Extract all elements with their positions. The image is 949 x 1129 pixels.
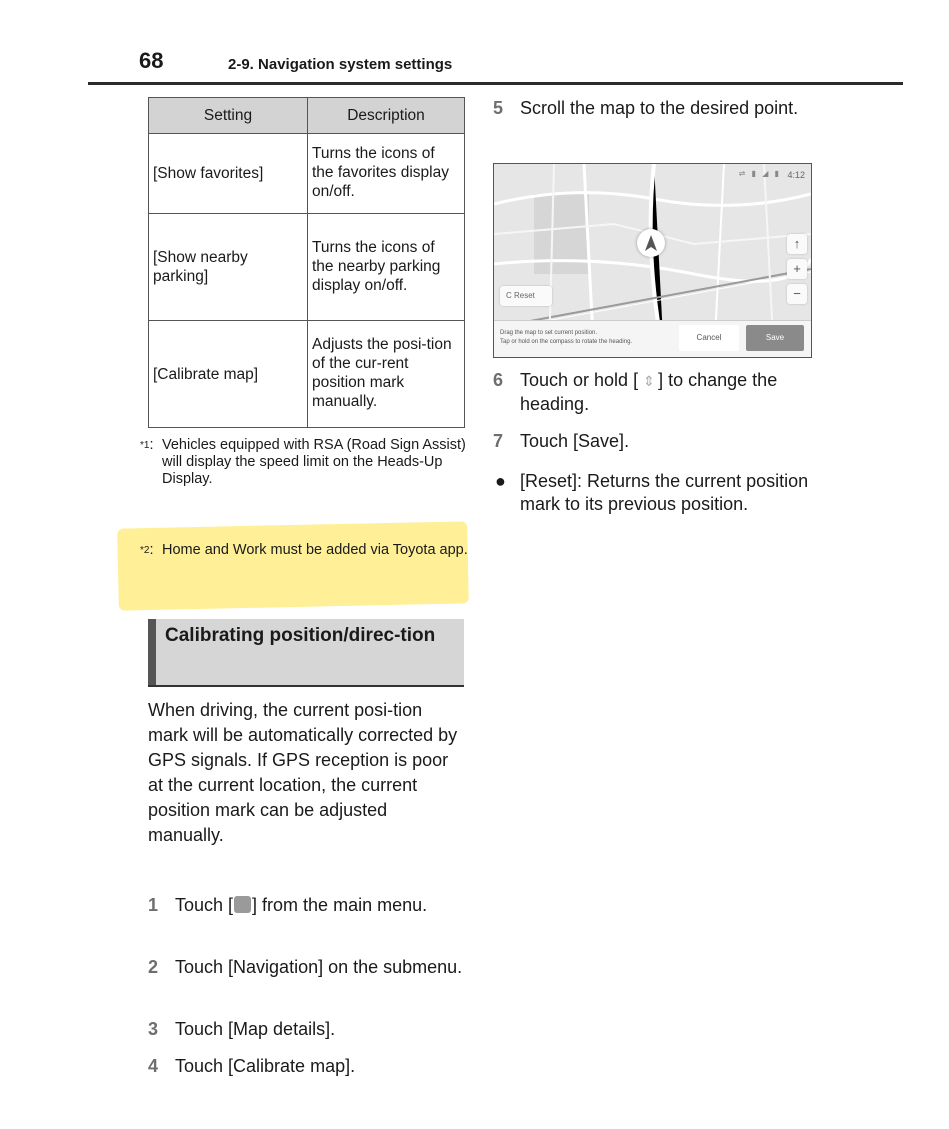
- heading-arrows-icon: ⇕: [643, 373, 655, 389]
- step-text: Touch [Navigation] on the submenu.: [175, 957, 463, 977]
- step-number: 4: [148, 1056, 159, 1076]
- footnote-2: [140, 542, 470, 559]
- step-number: 2: [148, 957, 159, 977]
- column-header-setting: Setting: [149, 98, 308, 134]
- step-text-after: ] from the main menu.: [252, 895, 428, 915]
- step-text: [493, 369, 823, 416]
- step-text: Scroll the map to the desired point.: [520, 98, 799, 118]
- compass-icon[interactable]: ↑: [787, 234, 807, 254]
- cancel-button[interactable]: Cancel: [679, 325, 739, 351]
- description-cell: Turns the icons of the nearby parking display on/off.: [308, 214, 465, 321]
- bullet-text: [Reset]: Returns the current position mark to its previous position.: [520, 471, 809, 514]
- settings-table: [148, 97, 465, 428]
- table-row: [149, 321, 465, 428]
- header-rule: [88, 82, 903, 85]
- footnote-marker: $^{*1}$:: [140, 437, 154, 453]
- setting-cell: [Show favorites]: [149, 134, 308, 214]
- highlighter-mark: [117, 521, 469, 610]
- step-number: 5: [493, 98, 504, 118]
- map-hint: [500, 329, 670, 347]
- section-title: 2-9. Navigation system settings: [228, 56, 453, 73]
- table-row: [149, 134, 465, 214]
- description-cell: Turns the icons of the favorites display on/off.: [308, 134, 465, 214]
- step-6: [493, 369, 823, 416]
- step-4: [148, 1054, 468, 1078]
- save-button[interactable]: Save: [746, 325, 804, 351]
- footnote-marker: $^{*2}$:: [140, 542, 154, 558]
- step-text: Touch [Map details].: [175, 1019, 336, 1039]
- step-number: 1: [148, 895, 159, 915]
- subsection-body: When driving, the current posi-tion mark will be automatically corrected by GPS signals. If GPS reception is poor at the current location, the current position mark can be adjusted manually.: [148, 700, 458, 845]
- hint-line: Drag the map to set current position.: [500, 330, 598, 336]
- bullet-icon: ●: [495, 471, 506, 491]
- footnote-text: Home and Work must be added via Toyota app.: [162, 542, 468, 558]
- subsection-title: Calibrating position/direc-tion: [165, 625, 436, 646]
- setting-cell: [Calibrate map]: [149, 321, 308, 428]
- status-icons: ⇌ ▮ ◢ ▮: [738, 169, 781, 178]
- step-5: [493, 97, 823, 120]
- page-number: 68: [139, 48, 164, 73]
- gear-icon: [234, 896, 251, 913]
- step-3: [148, 1017, 468, 1041]
- clock-time: 4:12: [787, 170, 805, 180]
- zoom-out-button[interactable]: −: [787, 284, 807, 304]
- map-screenshot: [493, 163, 812, 358]
- step-1: [148, 893, 468, 917]
- position-arrow-icon[interactable]: [637, 229, 665, 257]
- hint-line: Tap or hold on the compass to rotate the heading.: [500, 339, 633, 345]
- table-header-row: [149, 98, 465, 134]
- footnote-text: Vehicles equipped with RSA (Road Sign Assist) will display the speed limit on the Heads-Up Display.: [162, 437, 466, 487]
- step-text-after: ] to change the heading.: [520, 370, 778, 414]
- step-text-before: Touch [: [175, 895, 234, 915]
- step-text: [148, 893, 468, 917]
- column-header-description: Description: [308, 98, 465, 134]
- zoom-in-button[interactable]: +: [787, 259, 807, 279]
- map-bottom-bar: [494, 320, 811, 357]
- setting-cell: [Show nearby parking]: [149, 214, 308, 321]
- reset-button[interactable]: C Reset: [500, 286, 552, 306]
- table-row: [149, 214, 465, 321]
- step-7: [493, 430, 823, 453]
- step-number: 3: [148, 1019, 159, 1039]
- step-2: [148, 955, 468, 979]
- subsection-accent-bar: [148, 619, 156, 685]
- step-number: 6: [493, 370, 504, 390]
- step-number: 7: [493, 431, 504, 451]
- step-text: Touch [Calibrate map].: [175, 1056, 356, 1076]
- step-text-before: Touch or hold [: [520, 370, 639, 390]
- bullet-item: [493, 470, 823, 516]
- step-text: Touch [Save].: [520, 431, 630, 451]
- description-cell: Adjusts the posi-tion of the cur-rent position mark manually.: [308, 321, 465, 428]
- footnote-1: [140, 437, 470, 488]
